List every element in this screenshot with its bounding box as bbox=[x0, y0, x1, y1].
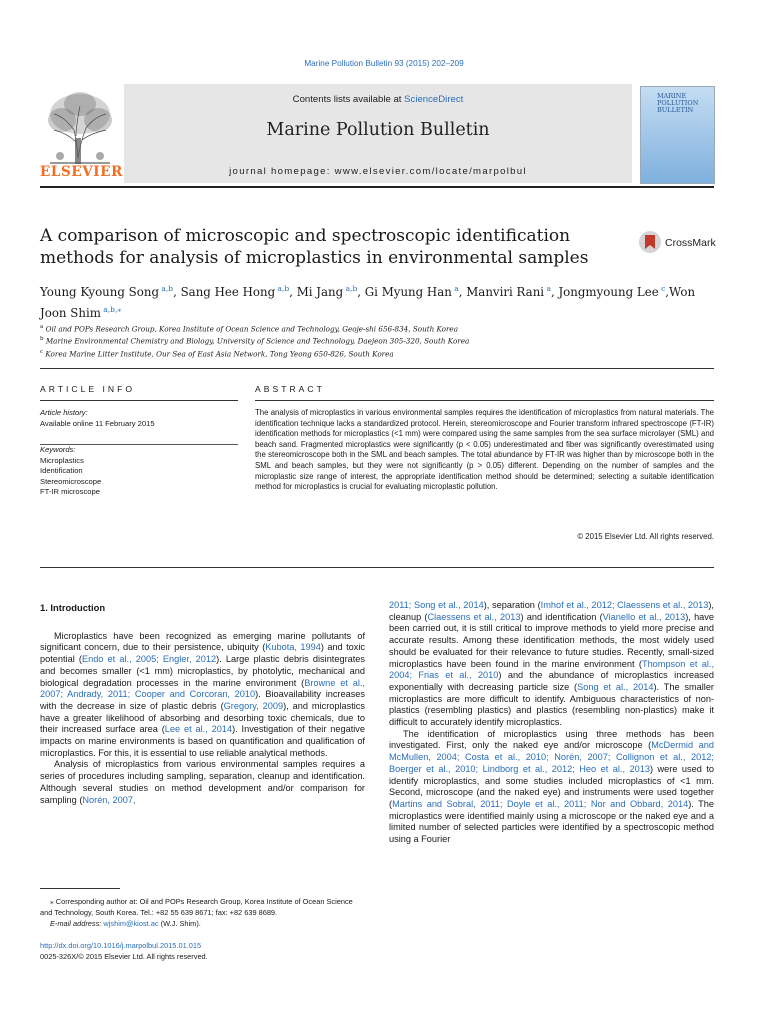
citation-link[interactable]: Endo et al., 2005; Engler, 2012 bbox=[81, 654, 217, 665]
footnote-star: ⁎ bbox=[50, 897, 54, 906]
paragraph-text: ). Large plastic debris disintegrates and becomes smaller (<1 mm) microplastics, by photolytic, mechanical and biological degradation processes in the marine environment ( bbox=[40, 654, 365, 688]
journal-homepage-line bbox=[124, 166, 632, 177]
affiliation-mark: b bbox=[40, 336, 44, 343]
citation-link[interactable]: McDermid and McMullen, 2004; Costa et al., 2010; Norén, 2007; Collignon et al., 2012; Boerger et al., 2010; Lindborg et al., 2012; Heo et al., 2013 bbox=[389, 740, 714, 774]
abstract-copyright: © 2015 Elsevier Ltd. All rights reserved. bbox=[577, 532, 714, 541]
author-affiliation-mark[interactable]: a,b,⁎ bbox=[100, 304, 122, 314]
sciencedirect-link[interactable]: ScienceDirect bbox=[404, 94, 464, 105]
paragraph-text: ) were used to identify microplastics, and some studies included microplastics of <1 mm. Second, microscope (and the naked eye) and instruments were used together ( bbox=[389, 763, 715, 809]
affiliation-mark: a bbox=[40, 324, 44, 330]
citation-link[interactable]: Kubota, 1994 bbox=[265, 642, 321, 653]
issn-line: 0025-326X/© 2015 Elsevier Ltd. All rights reserved. bbox=[40, 952, 208, 961]
author-affiliation-mark[interactable]: a,b bbox=[275, 284, 290, 293]
author-name: Won Joon Shim bbox=[40, 284, 696, 320]
doi-block bbox=[40, 940, 365, 962]
paragraph-text: Microplastics have been recognized as emerging marine pollutants of significant concern, due to their persistence, ubiquity ( bbox=[40, 630, 365, 653]
article-title: A comparison of microscopic and spectroscopic identification methods for analysis of microplastics in environmental samples bbox=[40, 226, 589, 268]
paragraph-text: ) and toxic potential ( bbox=[40, 642, 365, 665]
info-divider bbox=[40, 444, 238, 445]
crossmark-badge[interactable] bbox=[638, 230, 718, 254]
keywords-list bbox=[40, 456, 238, 498]
author-affiliation-mark[interactable]: c bbox=[658, 284, 666, 293]
journal-homepage-link[interactable]: www.elsevier.com/locate/marpolbul bbox=[334, 166, 527, 177]
affiliation-text: Marine Environmental Chemistry and Biology, University of Science and Technology, Daejeon 305-320, South Korea bbox=[43, 336, 470, 346]
affiliation-line bbox=[40, 322, 720, 334]
body-paragraph bbox=[40, 631, 365, 760]
citation-link[interactable]: Thompson et al., 2004; Frias et al., 2010 bbox=[389, 658, 714, 681]
column-paragraphs bbox=[389, 600, 714, 846]
footnote-corresponding: Corresponding author at: Oil and POPs Research Group, Korea Institute of Ocean Science and Technology, South Korea. Tel.: +82 55 639 8671; fax: +82 639 8689. bbox=[40, 897, 353, 917]
history-value: Available online 11 February 2015 bbox=[40, 418, 155, 428]
author-name: Manviri Rani bbox=[466, 284, 545, 299]
doi-link[interactable]: http://dx.doi.org/10.1016/j.marpolbul.2015.01.015 bbox=[40, 941, 202, 950]
citation-link[interactable]: Imhof et al., 2012; Claessens et al., 2013 bbox=[540, 600, 709, 610]
rule-below-abstract bbox=[40, 567, 714, 568]
citation-link[interactable]: Martins and Sobral, 2011; Doyle et al., 2011; Nor and Obbard, 2014 bbox=[392, 798, 689, 809]
paragraph-text: ) and identification ( bbox=[520, 611, 603, 622]
journal-name: Marine Pollution Bulletin bbox=[266, 120, 490, 140]
header-rule bbox=[40, 186, 714, 188]
paragraph-text: ). The microplastics were identified mainly using a microscope or the naked eye and a limited number of selected particles were identified by a spectroscopic method using a Fourier bbox=[389, 798, 714, 845]
keywords-label: Keywords: bbox=[40, 445, 76, 454]
crossmark-label: CrossMark bbox=[665, 237, 716, 249]
paragraph-text: ) and the abundance of microplastics increased exponentially with decreasing particle size ( bbox=[389, 670, 714, 692]
corresponding-author-footnote bbox=[40, 896, 365, 929]
author-affiliation-mark[interactable]: a,b bbox=[159, 284, 174, 293]
author-separator: , bbox=[550, 284, 559, 299]
elsevier-wordmark: ELSEVIER bbox=[40, 164, 123, 180]
author-affiliation-mark[interactable]: a bbox=[451, 284, 459, 293]
citation-link[interactable]: Lee et al., 2014 bbox=[164, 724, 233, 735]
affiliations bbox=[40, 322, 720, 359]
paragraph-text: ), and microplastics have a greater likelihood of absorbing and desorbing toxic chemicals, due to their increased surface area ( bbox=[40, 700, 365, 735]
article-info-panel bbox=[40, 408, 238, 498]
body-column-right bbox=[389, 600, 714, 846]
email-label: E-mail address: bbox=[50, 919, 102, 928]
contents-available-line bbox=[124, 94, 632, 105]
paragraph-text: ). Bioavailability increases with the decrease in size of plastic debris ( bbox=[40, 689, 366, 711]
author-affiliation-mark[interactable]: a,b bbox=[343, 284, 358, 293]
keyword-item: Microplastics bbox=[40, 455, 84, 465]
section-heading-introduction: 1. Introduction bbox=[40, 602, 106, 613]
author-name: Gi Myung Han bbox=[364, 284, 452, 299]
history-label: Article history: bbox=[40, 408, 88, 417]
paragraph-text: The identification of microplastics using three methods has been investigated. First, only the naked eye and/or microscope ( bbox=[389, 728, 714, 751]
paragraph-text: ), separation ( bbox=[483, 600, 541, 610]
author-name: Mi Jang bbox=[296, 284, 344, 299]
citation-link[interactable]: Claessens et al., 2013 bbox=[427, 611, 521, 622]
paragraph-text: Analysis of microplastics from various environmental samples requires a series of procedures including sampling, separation, cleanup and identification. Although several studies on method development and/or comparison for sampling ( bbox=[40, 759, 365, 805]
paragraph-text: ). Investigation of their negative impacts on marine environments is based on quantification and qualification of microplastics. For this, it is essential to use reliable analytical methods. bbox=[40, 724, 366, 758]
citation-link[interactable]: 2011; Song et al., 2014 bbox=[389, 600, 484, 610]
affiliation-line bbox=[40, 334, 720, 346]
body-column-left bbox=[40, 602, 365, 806]
citation-link[interactable]: Song et al., 2014 bbox=[577, 681, 654, 692]
citation-link[interactable]: Vianello et al., 2013 bbox=[602, 611, 686, 622]
author-separator: , bbox=[357, 284, 365, 299]
author-name: Jongmyoung Lee bbox=[558, 284, 659, 299]
journal-cover-thumbnail[interactable] bbox=[640, 86, 715, 184]
column-paragraphs bbox=[40, 631, 365, 807]
journal-citation-link[interactable]: Marine Pollution Bulletin 93 (2015) 202–209 bbox=[304, 59, 464, 68]
affiliation-line bbox=[40, 347, 720, 359]
homepage-prefix: journal homepage: bbox=[229, 166, 335, 177]
affiliation-text: Oil and POPs Research Group, Korea Institute of Ocean Science and Technology, Geoje-shi 656-834, South Korea bbox=[43, 324, 458, 334]
paragraph-text: ), have been carried out, it is still critical to improve methods to yield more precise and accurate results. Among these identification methods, the most widely used should be evaluated for their relevance to future studies. Recently, small-sized microplastics have been found in the marine environment ( bbox=[389, 611, 714, 669]
body-paragraph bbox=[40, 759, 365, 806]
abstract-heading: ABSTRACT bbox=[255, 384, 325, 394]
affiliation-mark: c bbox=[40, 348, 44, 355]
keyword-item: Stereomicroscope bbox=[40, 476, 102, 486]
author-list bbox=[40, 280, 720, 322]
info-heading-rule bbox=[40, 400, 238, 401]
article-info-heading: ARTICLE INFO bbox=[40, 384, 136, 394]
paragraph-text: ). The smaller microplastics are more difficult to identify. Ambiguous characteristics of non-plastics (resembling plastics) and plastics (resembling non-plastics) make it difficult to accurately identify microplastics. bbox=[389, 681, 714, 728]
body-paragraph bbox=[389, 729, 714, 846]
contents-prefix: Contents lists available at bbox=[292, 94, 405, 105]
paragraph-text: ), cleanup ( bbox=[389, 600, 714, 622]
citation-link[interactable]: Gregory, 2009 bbox=[223, 700, 284, 711]
author-name: Young Kyoung Song bbox=[40, 284, 160, 299]
keyword-item: FT-IR microscope bbox=[40, 487, 100, 496]
author-separator: , bbox=[458, 284, 467, 299]
footnote-rule bbox=[40, 888, 120, 889]
author-email-link[interactable]: wjshim@kiost.ac bbox=[103, 919, 159, 928]
abstract-heading-rule bbox=[255, 400, 714, 401]
author-separator: , bbox=[173, 284, 181, 299]
author-affiliation-mark[interactable]: a bbox=[544, 284, 551, 293]
author-separator: , bbox=[289, 284, 297, 299]
email-suffix: (W.J. Shim). bbox=[158, 919, 201, 928]
rule-above-info bbox=[40, 368, 714, 369]
cover-title: MARINE POLLUTION BULLETIN bbox=[657, 92, 699, 114]
body-paragraph bbox=[389, 600, 714, 729]
author-name: Sang Hee Hong bbox=[180, 284, 276, 299]
citation-link[interactable]: Norén, 2007, bbox=[82, 794, 136, 805]
abstract-text: The analysis of microplastics in various environmental samples requires the identification of microplastics from natural materials. The identification technique lacks a standardized protocol. Herein, stereomicroscope and Fourier transform infrared spectroscope (FT-IR) identification methods for microplastics (<1 mm) were compared using the same samples from the sea surface microlayer (SML) and beach sand. Fragmented microplastics were significantly (p < 0.05) underestimated and fiber was significantly overestimated using the stereomicroscope both in the SML and beach samples. The total abundance by FT-IR was higher than by microscope both in the SML and beach samples, but they were not significantly (p > 0.05) different. Depending on the number of samples and the microplastic size range of interest, the appropriate identification method should be determined; selecting a suitable identification method for microplastics is crucial for evaluating microplastic pollution. bbox=[255, 408, 714, 492]
affiliation-text: Korea Marine Litter Institute, Our Sea of East Asia Network, Tong Yeong 650-826, South Korea bbox=[43, 349, 394, 359]
keyword-item: Identification bbox=[40, 466, 83, 475]
author-separator: , bbox=[665, 284, 670, 299]
citation-link[interactable]: Browne et al., 2007; Andrady, 2011; Cooper and Corcoran, 2010 bbox=[40, 677, 365, 700]
